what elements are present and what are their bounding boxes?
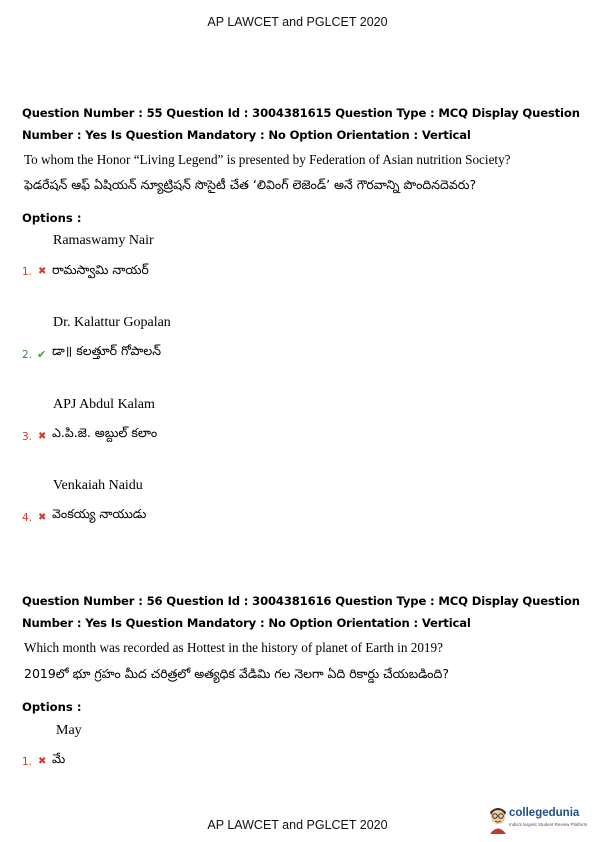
option-text-english: APJ Abdul Kalam [53,397,155,412]
option-text-english: Dr. Kalattur Gopalan [53,315,171,330]
question-meta-line-1: Question Number : 56 Question Id : 3004381616 Question Type : MCQ Display Question [22,594,580,608]
question-meta-line-1: Question Number : 55 Question Id : 3004381615 Question Type : MCQ Display Question [22,106,580,120]
question-meta-line-2: Number : Yes Is Question Mandatory : No Option Orientation : Vertical [22,128,471,142]
student-mascot-icon [487,803,509,835]
page-footer: AP LAWCET and PGLCET 2020 [207,818,388,832]
options-label: Options : [22,700,82,714]
option-text-english: Venkaiah Naidu [53,478,143,493]
logo-name: collegedunia [509,807,580,819]
question-text-english: Which month was recorded as Hottest in the history of planet of Earth in 2019? [24,640,443,655]
option-text-telugu: వెంకయ్య నాయుడు [52,506,147,521]
question-text-english: To whom the Honor “Living Legend” is presented by Federation of Asian nutrition Society? [24,152,511,167]
question-meta-line-2: Number : Yes Is Question Mandatory : No Option Orientation : Vertical [22,616,471,630]
question-text-telugu: 2019లో భూ గ్రహం మీద చరిత్రలో అత్యధిక వేడిమి గల నెలగా ఏది రికార్డు చేయబడింది? [24,666,449,681]
option-text-telugu: మే [52,751,66,766]
logo-tagline: India's largest Student Review Platform [509,822,588,827]
question-meta [22,590,582,634]
option-text-english: May [56,723,82,738]
page-header: AP LAWCET and PGLCET 2020 [207,15,388,29]
wrong-mark-icon: ✖ [38,756,47,767]
question-meta [22,102,582,146]
wrong-mark-icon: ✖ [38,431,47,442]
option-number: 1. [22,756,33,768]
option-number: 4. [22,512,33,524]
question-text-telugu: ఫెడరేషన్ ఆఫ్ ఏషియన్ న్యూట్రిషన్ సొసైటీ చేత ‘లివింగ్ లెజెండ్’ అనే గౌరవాన్ని పొందినదెవరు? [24,177,477,192]
wrong-mark-icon: ✖ [38,512,47,523]
check-mark-icon: ✔ [37,348,47,361]
option-text-telugu: డా॥ కలత్తూర్ గోపాలన్ [52,343,162,358]
option-number: 2. [22,349,33,361]
option-text-telugu: ఎ.పి.జె. అబ్దుల్ కలాం [52,425,158,440]
option-text-telugu: రామస్వామి నాయర్ [52,262,149,277]
option-number: 3. [22,431,33,443]
collegedunia-logo [487,803,587,837]
option-number: 1. [22,266,33,278]
options-label: Options : [22,211,82,225]
option-text-english: Ramaswamy Nair [53,233,154,248]
wrong-mark-icon: ✖ [38,266,47,277]
